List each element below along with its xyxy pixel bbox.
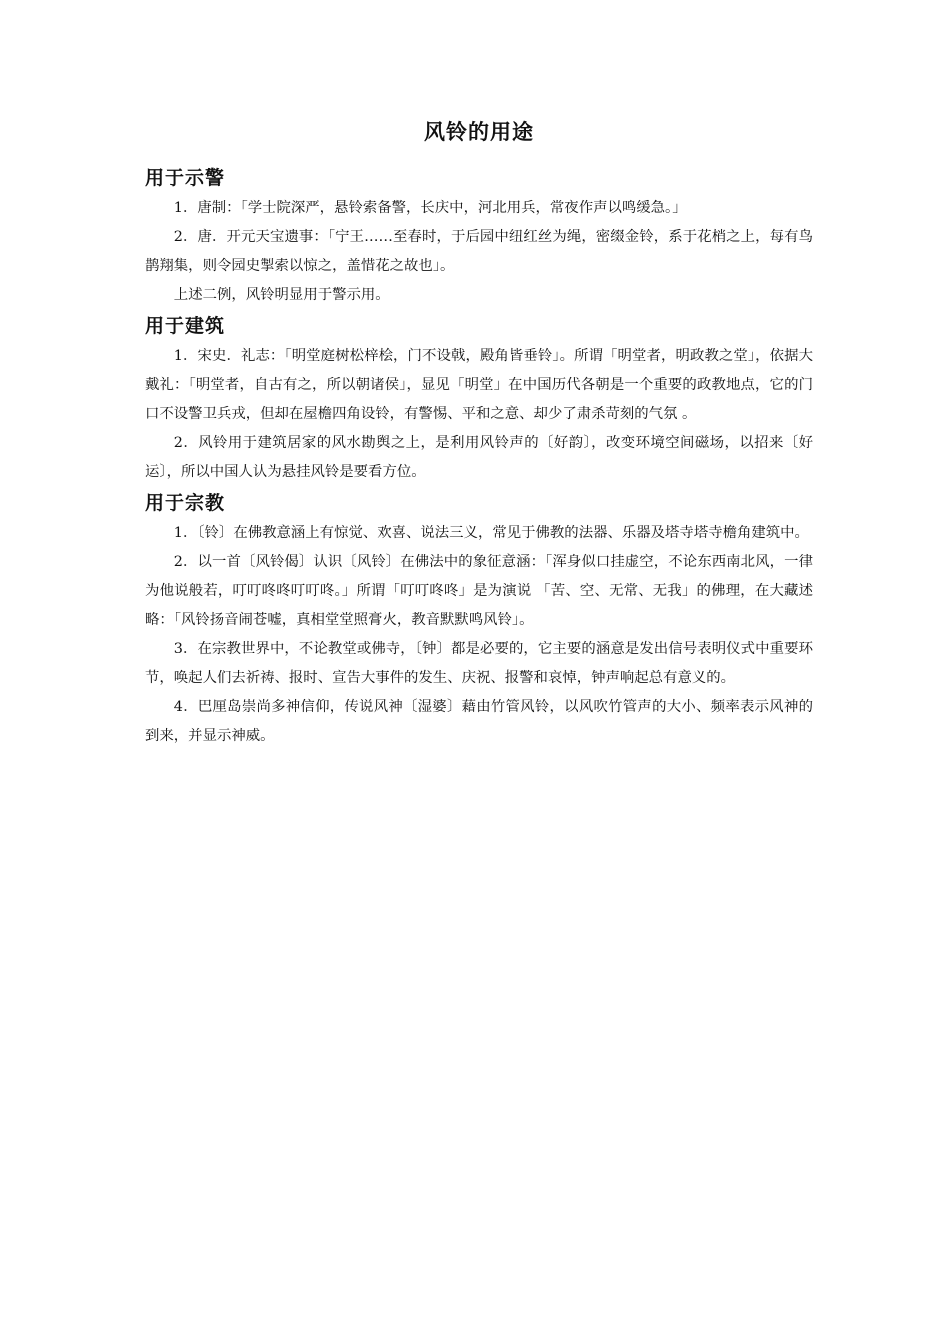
document-title: 风铃的用途 — [424, 120, 534, 144]
paragraph: 1．〔铃〕在佛教意涵上有惊觉、欢喜、说法三义，常见于佛教的法器、乐器及塔寺塔寺檐角建筑中。 — [173, 525, 809, 541]
paragraph: 上述二例，风铃明显用于警示用。 — [173, 287, 390, 303]
paragraph: 2．唐．开元天宝遗事：「宁王……至春时，于后园中纽红丝为绳，密缀金铃，系于花梢之上，每有鸟鹊翔集，则令园史掣索以惊之，盖惜花之故也」。 — [145, 229, 813, 274]
section-warning — [145, 162, 813, 310]
paragraph: 2．以一首〔风铃偈〕认识〔风铃〕在佛法中的象征意涵：「浑身似口挂虚空，不论东西南北风，一律为他说般若，叮叮咚咚叮叮咚。」所谓「叮叮咚咚」是为演说 「苦、空、无常、无我」的佛理，在大藏述略：「风铃扬音闹苍嘘，真相堂堂照膏火，教音默默鸣风铃」。 — [145, 554, 813, 628]
paragraph: 1．唐制：「学士院深严，悬铃索备警，长庆中，河北用兵，常夜作声以鸣缓急。」 — [173, 200, 687, 216]
paragraph: 1．宋史．礼志：「明堂庭树松梓桧，门不设戟，殿角皆垂铃」。所谓「明堂者，明政教之堂」，依据大戴礼：「明堂者，自古有之，所以朝诸侯」，显见「明堂」在中国历代各朝是一个重要的政教地点，它的门口不设警卫兵戎，但却在屋檐四角设铃，有警惕、平和之意、却少了肃杀苛刻的气氛 。 — [145, 348, 813, 422]
section-heading: 用于建筑 — [145, 315, 226, 337]
paragraph: 3．在宗教世界中，不论教堂或佛寺，〔钟〕都是必要的，它主要的涵意是发出信号表明仪式中重要环节，唤起人们去祈祷、报时、宣告大事件的发生、庆祝、报警和哀悼，钟声响起总有意义的。 — [145, 641, 813, 686]
section-heading: 用于示警 — [145, 167, 226, 189]
section-heading: 用于宗教 — [145, 492, 226, 514]
document-page — [145, 112, 813, 751]
paragraph: 2．风铃用于建筑居家的风水勘舆之上，是利用风铃声的〔好韵〕，改变环境空间磁场，以招来〔好运〕，所以中国人认为悬挂风铃是要看方位。 — [145, 435, 813, 480]
section-architecture — [145, 310, 813, 487]
section-religion — [145, 487, 813, 751]
paragraph: 4．巴厘岛崇尚多神信仰，传说风神〔湿婆〕藉由竹管风铃，以风吹竹管声的大小、频率表示风神的到来，并显示神威。 — [145, 699, 813, 744]
